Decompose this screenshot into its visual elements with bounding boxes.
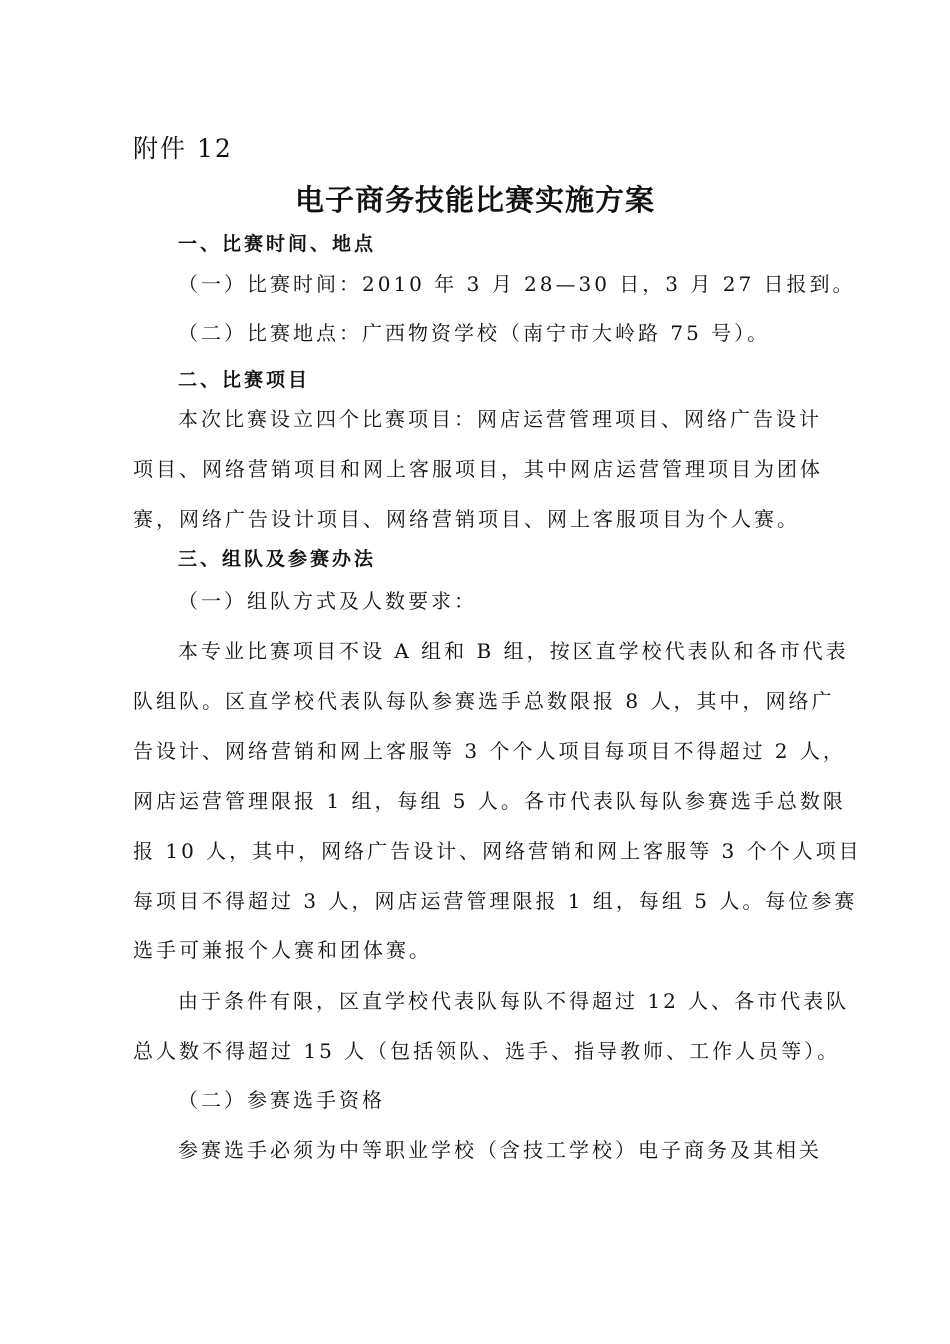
paragraph-line: 由于条件有限，区直学校代表队每队不得超过 12 人、各市代表队 <box>178 989 850 1013</box>
subsection-heading-eligibility: （二）参赛选手资格 <box>178 1088 385 1112</box>
paragraph-line: 本次比赛设立四个比赛项目：网店运营管理项目、网络广告设计 <box>178 407 822 431</box>
section-heading-time-place: 一、比赛时间、地点 <box>178 233 377 255</box>
paragraph-line: 本专业比赛项目不设 A 组和 B 组，按区直学校代表队和各市代表 <box>178 639 849 663</box>
attachment-label: 附件 12 <box>133 134 233 163</box>
document-title: 电子商务技能比赛实施方案 <box>294 183 655 217</box>
section-heading-events: 二、比赛项目 <box>178 369 311 391</box>
paragraph-line: 赛，网络广告设计项目、网络营销项目、网上客服项目为个人赛。 <box>133 507 800 531</box>
paragraph-line: 报 10 人，其中，网络广告设计、网络营销和网上客服等 3 个个人项目 <box>133 839 862 863</box>
paragraph-line: 队组队。区直学校代表队每队参赛选手总数限报 8 人，其中，网络广 <box>133 689 835 713</box>
subsection-heading-team-size: （一）组队方式及人数要求： <box>178 589 477 613</box>
paragraph-line: 每项目不得超过 3 人，网店运营管理限报 1 组，每组 5 人。每位参赛 <box>133 889 858 913</box>
paragraph-line: 网店运营管理限报 1 组，每组 5 人。各市代表队每队参赛选手总数限 <box>133 789 846 813</box>
paragraph-line: 选手可兼报个人赛和团体赛。 <box>133 938 432 962</box>
competition-place-line: （二）比赛地点：广西物资学校（南宁市大岭路 75 号）。 <box>178 321 771 345</box>
paragraph-line: 项目、网络营销项目和网上客服项目，其中网店运营管理项目为团体 <box>133 457 823 481</box>
competition-time-line: （一）比赛时间：2010 年 3 月 28—30 日，3 月 27 日报到。 <box>178 272 856 296</box>
paragraph-line: 总人数不得超过 15 人（包括领队、选手、指导教师、工作人员等）。 <box>133 1039 841 1063</box>
paragraph-line: 告设计、网络营销和网上客服等 3 个个人项目每项目不得超过 2 人， <box>133 739 846 763</box>
paragraph-line: 参赛选手必须为中等职业学校（含技工学校）电子商务及其相关 <box>178 1138 822 1162</box>
section-heading-team: 三、组队及参赛办法 <box>178 548 377 570</box>
